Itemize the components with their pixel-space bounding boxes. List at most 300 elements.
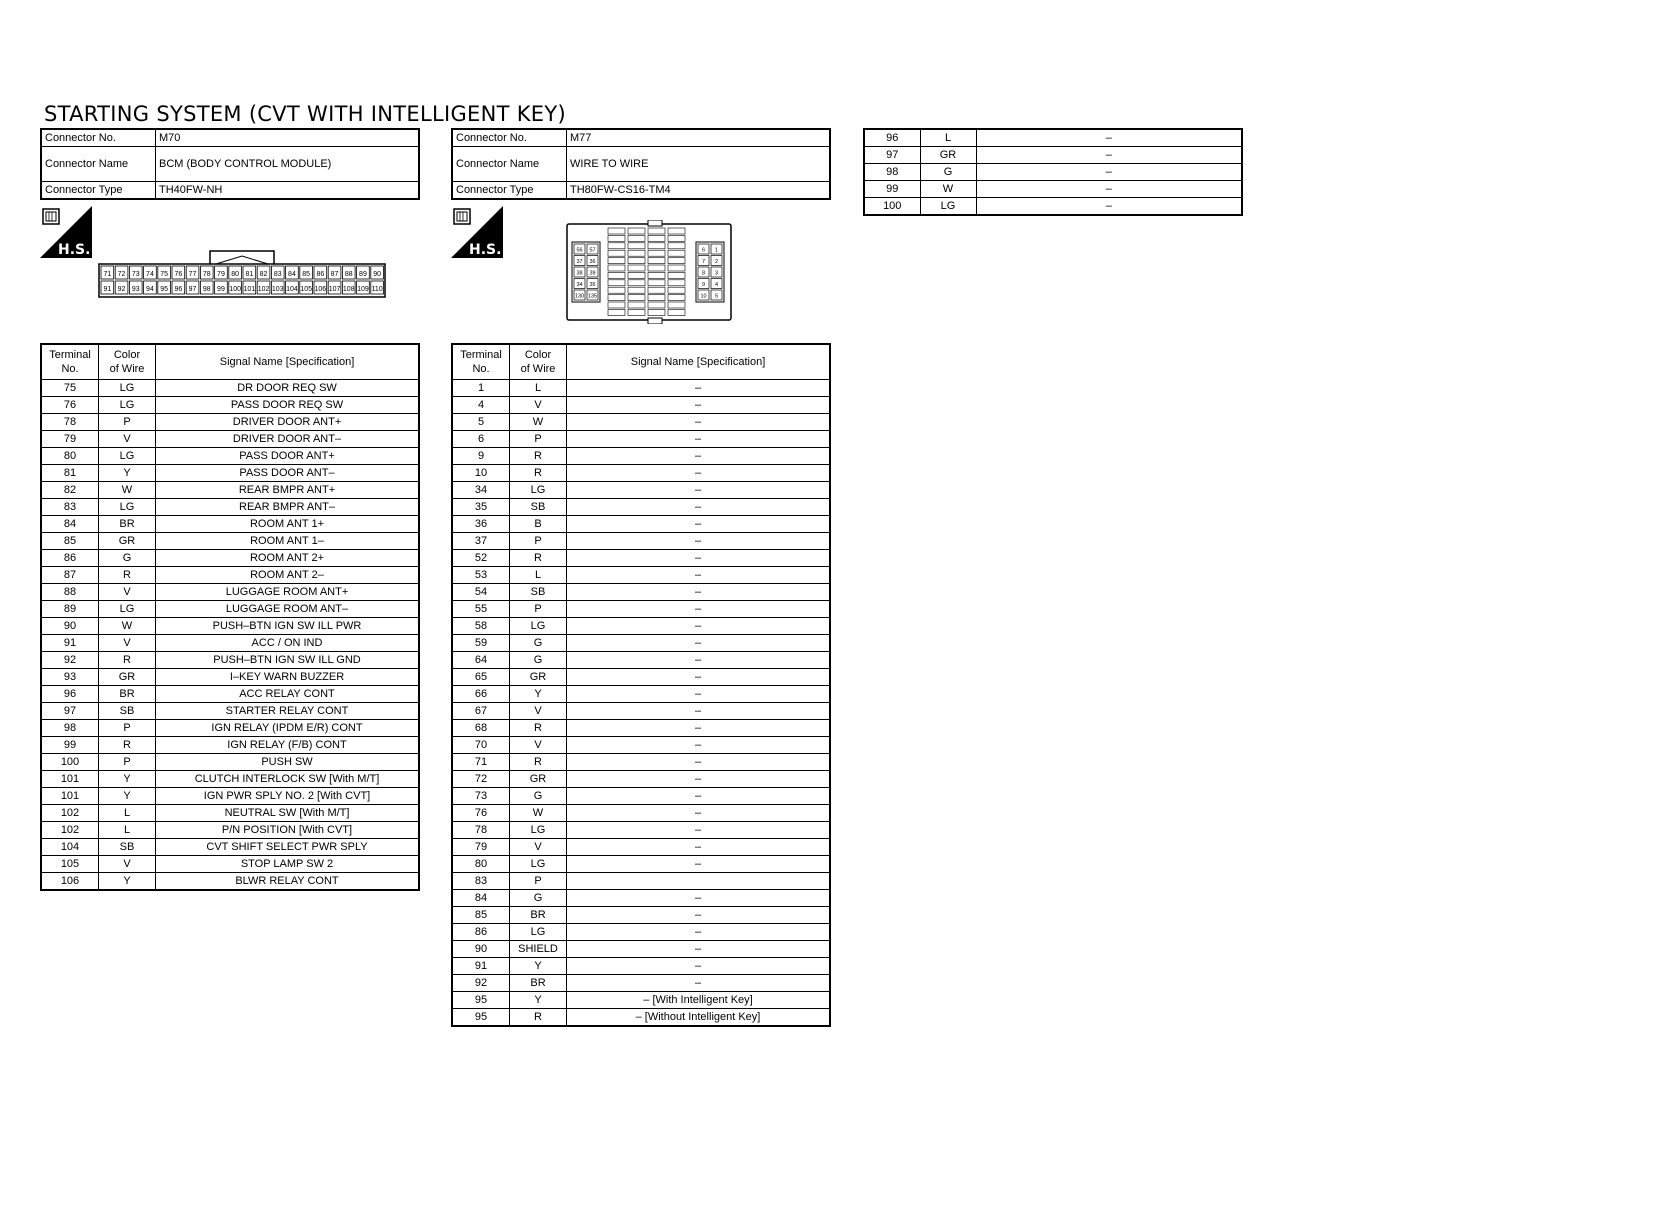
wire-color-cell: L [99, 822, 156, 839]
wire-color-cell: W [510, 414, 567, 431]
wire-color-cell: Y [99, 465, 156, 482]
table-row [41, 635, 419, 652]
cavity-cell [668, 302, 685, 308]
pin-number: 37 [576, 259, 583, 265]
signal-cell: DRIVER DOOR ANT– [156, 431, 420, 448]
terminal-cell: 84 [452, 890, 510, 907]
signal-cell: – [567, 448, 831, 465]
cavity-cell [628, 258, 645, 264]
wire-color-cell: W [920, 181, 976, 198]
wire-color-cell: GR [920, 147, 976, 164]
table-row [864, 129, 1242, 147]
table-row [41, 618, 419, 635]
wire-color-cell: V [99, 856, 156, 873]
terminal-cell: 96 [864, 129, 920, 147]
pin-number: 77 [188, 271, 197, 278]
wire-color-cell: P [99, 720, 156, 737]
signal-cell: – [567, 652, 831, 669]
terminal-cell: 9 [452, 448, 510, 465]
terminal-cell: 37 [452, 533, 510, 550]
table-row [452, 737, 830, 754]
pin-number: 74 [146, 271, 154, 278]
wire-color-cell: P [99, 754, 156, 771]
wire-color-cell: V [99, 431, 156, 448]
wire-color-cell: LG [510, 822, 567, 839]
table-row [452, 788, 830, 805]
table-row [452, 856, 830, 873]
table-row [41, 465, 419, 482]
signal-cell: – [567, 839, 831, 856]
cavity-cell [668, 309, 685, 315]
pin-number: 94 [146, 286, 154, 293]
page-title: STARTING SYSTEM (CVT WITH INTELLIGENT KEY) [44, 102, 566, 126]
cavity-cell [668, 250, 685, 256]
wire-color-cell: G [510, 788, 567, 805]
wire-color-cell: Y [99, 873, 156, 891]
table-row [452, 890, 830, 907]
wire-color-cell: BR [510, 975, 567, 992]
table-row [452, 601, 830, 618]
signal-cell: ROOM ANT 2– [156, 567, 420, 584]
cavity-cell [668, 272, 685, 278]
table-row [41, 567, 419, 584]
wire-color-cell: LG [99, 601, 156, 618]
signal-cell: DR DOOR REQ SW [156, 380, 420, 397]
pin-number: 89 [359, 271, 367, 278]
pin-number: 130 [574, 293, 585, 300]
signal-cell: – [976, 181, 1242, 198]
pin-number: 83 [273, 271, 282, 278]
pin-number: 8 [701, 270, 706, 277]
wire-color-cell: L [510, 567, 567, 584]
cavity-cell [608, 258, 625, 264]
signal-cell: – [567, 397, 831, 414]
signal-cell: LUGGAGE ROOM ANT– [156, 601, 420, 618]
signal-cell [567, 873, 831, 890]
cavity-cell [648, 295, 665, 301]
pin-number: 105 [300, 286, 312, 293]
signal-cell: – [567, 737, 831, 754]
cavity-cell [648, 235, 665, 241]
table-row [452, 448, 830, 465]
wire-color-cell: R [510, 448, 567, 465]
wire-color-cell: BR [510, 907, 567, 924]
table-row [41, 516, 419, 533]
info-label: Connector Type [41, 182, 156, 200]
terminal-cell: 81 [41, 465, 99, 482]
table-row [864, 198, 1242, 216]
signal-cell: – [567, 805, 831, 822]
terminal-cell: 91 [41, 635, 99, 652]
wire-color-cell: LG [510, 856, 567, 873]
wire-color-cell: V [99, 635, 156, 652]
table-row [41, 584, 419, 601]
signal-cell: IGN PWR SPLY NO. 2 [With CVT] [156, 788, 420, 805]
table-row [41, 499, 419, 516]
cavity-cell [628, 280, 645, 286]
table-row [41, 873, 419, 891]
table-row [452, 618, 830, 635]
signal-cell: – [With Intelligent Key] [567, 992, 831, 1009]
table-row [452, 703, 830, 720]
cavity-cell [608, 243, 625, 249]
pin-number: 108 [342, 286, 355, 293]
pin-number: 9 [701, 282, 706, 288]
signal-cell: – [567, 414, 831, 431]
wire-color-cell: L [510, 380, 567, 397]
table-row [452, 567, 830, 584]
signal-cell: I–KEY WARN BUZZER [156, 669, 420, 686]
table-row [452, 550, 830, 567]
wire-color-cell: V [510, 737, 567, 754]
signal-cell: – [567, 584, 831, 601]
signal-cell: IGN RELAY (F/B) CONT [156, 737, 420, 754]
terminal-cell: 68 [452, 720, 510, 737]
table-row [41, 822, 419, 839]
connector-type: TH40FW-NH [156, 182, 420, 200]
terminal-cell: 90 [41, 618, 99, 635]
wire-color-cell: SB [99, 703, 156, 720]
wire-color-cell: G [920, 164, 976, 181]
wire-color-cell: LG [920, 198, 976, 216]
terminal-cell: 6 [452, 431, 510, 448]
wire-color-cell: R [510, 720, 567, 737]
hs-label: H.S. [58, 242, 91, 258]
cavity-cell [648, 243, 665, 249]
table-row [41, 703, 419, 720]
pin-number: 10 [700, 293, 707, 300]
table-row [864, 181, 1242, 198]
signal-cell: – [567, 941, 831, 958]
cavity-cell [648, 258, 665, 264]
terminal-cell: 67 [452, 703, 510, 720]
harness-side-icon [40, 206, 92, 258]
terminal-cell: 101 [41, 771, 99, 788]
table-row [452, 584, 830, 601]
connector-info-m77 [451, 128, 831, 200]
connector-no: M70 [156, 129, 420, 147]
table-row [452, 635, 830, 652]
cavity-cell [628, 309, 645, 315]
pin-number: 96 [174, 286, 183, 293]
signal-cell: LUGGAGE ROOM ANT+ [156, 584, 420, 601]
signal-cell: – [567, 788, 831, 805]
wire-color-cell: P [510, 873, 567, 890]
pin-number: 101 [243, 286, 256, 293]
signal-cell: – [567, 516, 831, 533]
cavity-cell [628, 228, 645, 234]
signal-cell: – [567, 482, 831, 499]
wire-color-cell: LG [99, 380, 156, 397]
signal-cell: NEUTRAL SW [With M/T] [156, 805, 420, 822]
wire-color-cell: GR [510, 771, 567, 788]
table-row [452, 839, 830, 856]
terminal-cell: 95 [452, 1009, 510, 1027]
wire-color-cell: Y [510, 958, 567, 975]
wire-color-cell: R [510, 1009, 567, 1027]
cavity-cell [628, 250, 645, 256]
terminal-cell: 86 [41, 550, 99, 567]
signal-cell: – [976, 164, 1242, 181]
wire-color-cell: LG [510, 482, 567, 499]
pin-number: 1 [714, 247, 719, 254]
signal-cell: – [567, 431, 831, 448]
pin-number: 99 [217, 286, 225, 293]
table-row [41, 720, 419, 737]
table-row [41, 652, 419, 669]
wire-color-cell: P [99, 414, 156, 431]
wire-color-cell: L [920, 129, 976, 147]
terminal-cell: 58 [452, 618, 510, 635]
pin-number: 5 [714, 293, 719, 300]
pin-number: 75 [160, 271, 169, 278]
cavity-cell [628, 302, 645, 308]
terminal-cell: 34 [452, 482, 510, 499]
signal-cell: – [567, 958, 831, 975]
table-row [452, 924, 830, 941]
pin-number: 97 [188, 286, 197, 293]
cavity-cell [668, 287, 685, 293]
table-row [41, 754, 419, 771]
pin-number: 92 [117, 286, 126, 293]
info-label: Connector Name [452, 147, 567, 182]
terminal-cell: 66 [452, 686, 510, 703]
wire-color-cell: Y [510, 686, 567, 703]
terminal-cell: 78 [41, 414, 99, 431]
table-row [41, 380, 419, 397]
signal-cell: – [567, 907, 831, 924]
table-row [452, 533, 830, 550]
wire-color-cell: R [510, 465, 567, 482]
terminal-cell: 93 [41, 669, 99, 686]
cavity-cell [668, 243, 685, 249]
cavity-cell [648, 309, 665, 315]
terminal-cell: 76 [41, 397, 99, 414]
cavity-cell [608, 280, 625, 286]
signal-cell: ACC / ON IND [156, 635, 420, 652]
signal-cell: ROOM ANT 1+ [156, 516, 420, 533]
pin-number: 102 [257, 286, 270, 293]
signal-cell: – [567, 669, 831, 686]
wire-color-cell: GR [510, 669, 567, 686]
signal-cell: – [567, 618, 831, 635]
terminal-cell: 59 [452, 635, 510, 652]
terminal-cell: 91 [452, 958, 510, 975]
terminal-cell: 79 [41, 431, 99, 448]
terminal-cell: 82 [41, 482, 99, 499]
pin-number: 39 [589, 270, 596, 277]
cavity-cell [608, 295, 625, 301]
cavity-cell [648, 302, 665, 308]
cavity-cell [628, 295, 645, 301]
cavity-cell [608, 302, 625, 308]
pin-number: 98 [202, 286, 211, 293]
signal-cell: STARTER RELAY CONT [156, 703, 420, 720]
signal-cell: DRIVER DOOR ANT+ [156, 414, 420, 431]
pin-number: 103 [271, 286, 284, 293]
wire-color-cell: R [99, 652, 156, 669]
pin-number: 82 [259, 271, 268, 278]
cavity-cell [608, 287, 625, 293]
terminal-cell: 102 [41, 822, 99, 839]
info-label: Connector Name [41, 147, 156, 182]
terminal-cell: 95 [452, 992, 510, 1009]
connector-name: BCM (BODY CONTROL MODULE) [156, 147, 420, 182]
signal-cell: REAR BMPR ANT– [156, 499, 420, 516]
table-row [452, 431, 830, 448]
wire-color-cell: GR [99, 669, 156, 686]
signal-cell: CVT SHIFT SELECT PWR SPLY [156, 839, 420, 856]
pin-number: 73 [131, 271, 140, 278]
terminal-cell: 36 [452, 516, 510, 533]
table-row [41, 397, 419, 414]
terminal-cell: 72 [452, 771, 510, 788]
wire-color-cell: BR [99, 516, 156, 533]
signal-cell: REAR BMPR ANT+ [156, 482, 420, 499]
signal-cell: PUSH–BTN IGN SW ILL PWR [156, 618, 420, 635]
header-signal: Signal Name [Specification] [567, 344, 831, 380]
terminal-cell: 76 [452, 805, 510, 822]
table-row [452, 720, 830, 737]
wire-color-cell: R [510, 550, 567, 567]
terminal-cell: 5 [452, 414, 510, 431]
pin-number: 106 [314, 286, 327, 293]
table-row [452, 499, 830, 516]
terminal-table-m70 [40, 343, 420, 891]
connector-name: WIRE TO WIRE [567, 147, 831, 182]
signal-cell: – [567, 465, 831, 482]
pin-number: 7 [701, 259, 706, 265]
cavity-cell [628, 243, 645, 249]
table-row [452, 414, 830, 431]
wire-color-cell: G [510, 635, 567, 652]
info-label: Connector Type [452, 182, 567, 200]
terminal-cell: 101 [41, 788, 99, 805]
signal-cell: STOP LAMP SW 2 [156, 856, 420, 873]
table-row [41, 448, 419, 465]
table-row [452, 652, 830, 669]
wire-color-cell: R [99, 567, 156, 584]
cavity-cell [668, 280, 685, 286]
table-row [452, 771, 830, 788]
wire-color-cell: B [510, 516, 567, 533]
pin-number: 86 [316, 271, 325, 278]
terminal-cell: 97 [41, 703, 99, 720]
cavity-cell [608, 309, 625, 315]
terminal-cell: 96 [41, 686, 99, 703]
harness-side-icon [451, 206, 503, 258]
signal-cell: – [567, 499, 831, 516]
pin-number: 76 [174, 271, 183, 278]
terminal-cell: 86 [452, 924, 510, 941]
signal-cell: – [567, 601, 831, 618]
terminal-cell: 104 [41, 839, 99, 856]
header-color: Color of Wire [99, 344, 156, 380]
wire-color-cell: P [510, 431, 567, 448]
terminal-cell: 75 [41, 380, 99, 397]
pin-number: 88 [344, 271, 353, 278]
wire-color-cell: Y [510, 992, 567, 1009]
terminal-cell: 64 [452, 652, 510, 669]
info-label: Connector No. [452, 129, 567, 147]
table-row [41, 601, 419, 618]
cavity-cell [668, 235, 685, 241]
table-row [864, 164, 1242, 181]
header-signal: Signal Name [Specification] [156, 344, 420, 380]
signal-cell: – [567, 822, 831, 839]
pin-number: 4 [714, 282, 719, 288]
pin-number: 107 [328, 286, 341, 293]
wire-color-cell: G [99, 550, 156, 567]
cavity-cell [608, 235, 625, 241]
terminal-cell: 98 [41, 720, 99, 737]
signal-cell: – [567, 686, 831, 703]
signal-cell: – [567, 856, 831, 873]
cavity-cell [648, 272, 665, 278]
pin-number: 90 [373, 271, 382, 278]
cavity-cell [628, 272, 645, 278]
header-color: Color of Wire [510, 344, 567, 380]
signal-cell: ROOM ANT 1– [156, 533, 420, 550]
terminal-cell: 102 [41, 805, 99, 822]
info-label: Connector No. [41, 129, 156, 147]
signal-cell: PUSH–BTN IGN SW ILL GND [156, 652, 420, 669]
terminal-cell: 90 [452, 941, 510, 958]
terminal-table-m77-continued [863, 128, 1243, 216]
terminal-cell: 87 [41, 567, 99, 584]
hs-label: H.S. [469, 242, 502, 258]
signal-cell: P/N POSITION [With CVT] [156, 822, 420, 839]
wire-color-cell: Y [99, 771, 156, 788]
terminal-cell: 52 [452, 550, 510, 567]
table-row [41, 737, 419, 754]
wire-color-cell: L [99, 805, 156, 822]
terminal-cell: 92 [452, 975, 510, 992]
signal-cell: – [976, 129, 1242, 147]
connector-diagram-m70 [98, 248, 388, 300]
terminal-cell: 4 [452, 397, 510, 414]
connector-type: TH80FW-CS16-TM4 [567, 182, 831, 200]
terminal-cell: 71 [452, 754, 510, 771]
terminal-cell: 65 [452, 669, 510, 686]
cavity-cell [628, 287, 645, 293]
pin-number: 36 [589, 259, 596, 265]
wire-color-cell: SB [510, 584, 567, 601]
wire-color-cell: V [510, 703, 567, 720]
terminal-cell: 92 [41, 652, 99, 669]
cavity-cell [648, 280, 665, 286]
terminal-cell: 83 [41, 499, 99, 516]
wire-color-cell: P [510, 601, 567, 618]
terminal-cell: 83 [452, 873, 510, 890]
terminal-cell: 100 [41, 754, 99, 771]
terminal-cell: 79 [452, 839, 510, 856]
terminal-cell: 88 [41, 584, 99, 601]
table-row [452, 1009, 830, 1027]
signal-cell: IGN RELAY (IPDM E/R) CONT [156, 720, 420, 737]
terminal-cell: 98 [864, 164, 920, 181]
wire-color-cell: LG [510, 618, 567, 635]
signal-cell: PASS DOOR REQ SW [156, 397, 420, 414]
pin-number: 57 [589, 247, 596, 254]
table-row [452, 805, 830, 822]
signal-cell: BLWR RELAY CONT [156, 873, 420, 891]
table-row [41, 805, 419, 822]
pin-number: 93 [131, 286, 140, 293]
cavity-cell [608, 228, 625, 234]
signal-cell: – [Without Intelligent Key] [567, 1009, 831, 1027]
table-row [452, 873, 830, 890]
